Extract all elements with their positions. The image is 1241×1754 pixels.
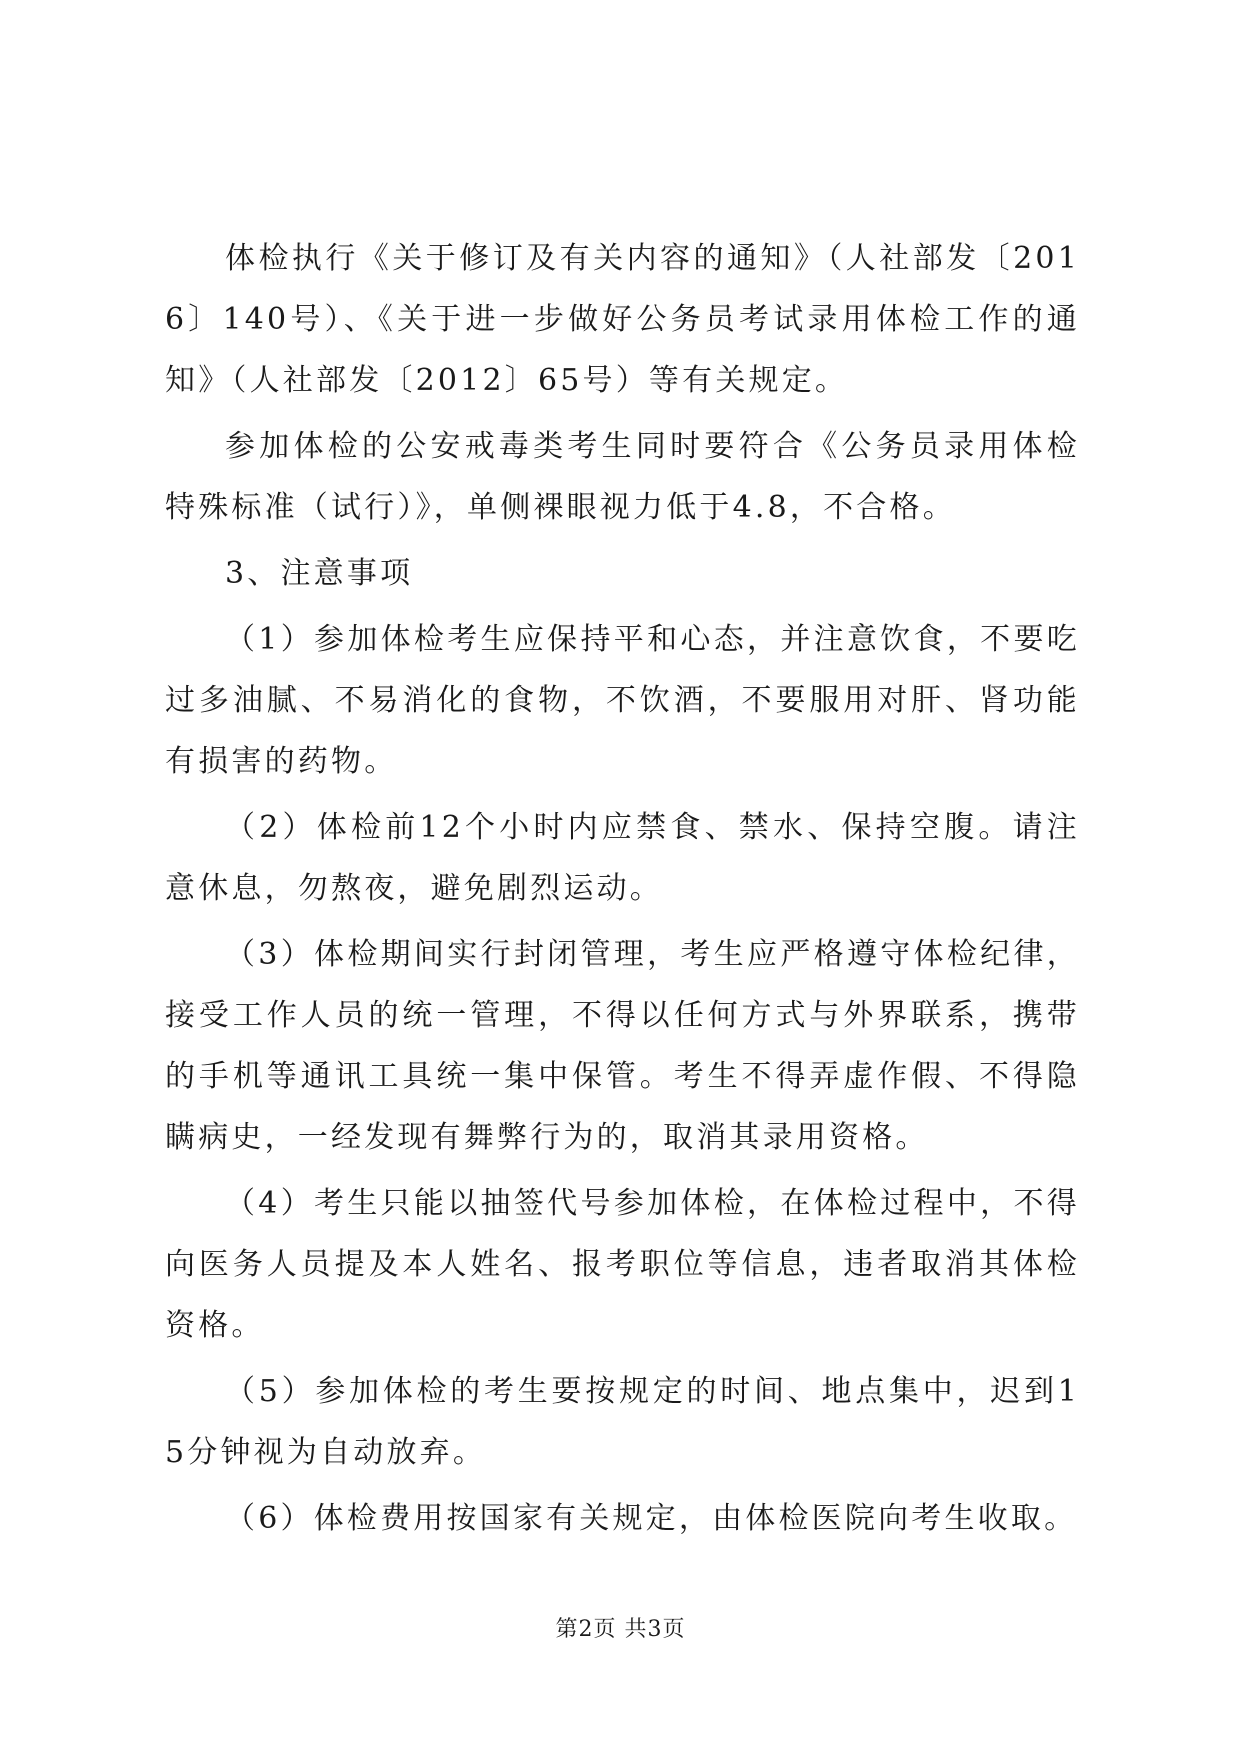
- page-number: 第2页 共3页: [555, 1617, 686, 1642]
- page-footer: [0, 1612, 1241, 1643]
- note-item-3: （3）体检期间实行封闭管理，考生应严格遵守体检纪律，接受工作人员的统一管理，不得以任何方式与外界联系，携带的手机等通讯工具统一集中保管。考生不得弄虚作假、不得隐瞒病史，一经发现有舞弊行为的，取消其录用资格。: [165, 937, 1080, 1155]
- note-item-6: （6）体检费用按国家有关规定，由体检医院向考生收取。: [225, 1501, 1078, 1536]
- document-body: [165, 228, 1080, 1554]
- note-item-4: （4）考生只能以抽签代号参加体检，在体检过程中，不得向医务人员提及本人姓名、报考职位等信息，违者取消其体检资格。: [165, 1186, 1080, 1343]
- note-item-1: （1）参加体检考生应保持平和心态，并注意饮食，不要吃过多油腻、不易消化的食物，不饮酒，不要服用对肝、肾功能有损害的药物。: [165, 622, 1080, 779]
- note-item-2: （2）体检前12个小时内应禁食、禁水、保持空腹。请注意休息，勿熬夜，避免剧烈运动。: [165, 810, 1080, 906]
- section-heading-notes: 3、注意事项: [225, 556, 414, 591]
- note-item-5: （5）参加体检的考生要按规定的时间、地点集中，迟到15分钟视为自动放弃。: [165, 1374, 1080, 1470]
- paragraph-medical-standards: 体检执行《关于修订及有关内容的通知》（人社部发〔2016〕140号）、《关于进一步做好公务员考试录用体检工作的通知》（人社部发〔2012〕65号）等有关规定。: [165, 241, 1080, 398]
- paragraph-police-drug-standards: 参加体检的公安戒毒类考生同时要符合《公务员录用体检特殊标准（试行）》，单侧裸眼视力低于4.8，不合格。: [165, 429, 1080, 525]
